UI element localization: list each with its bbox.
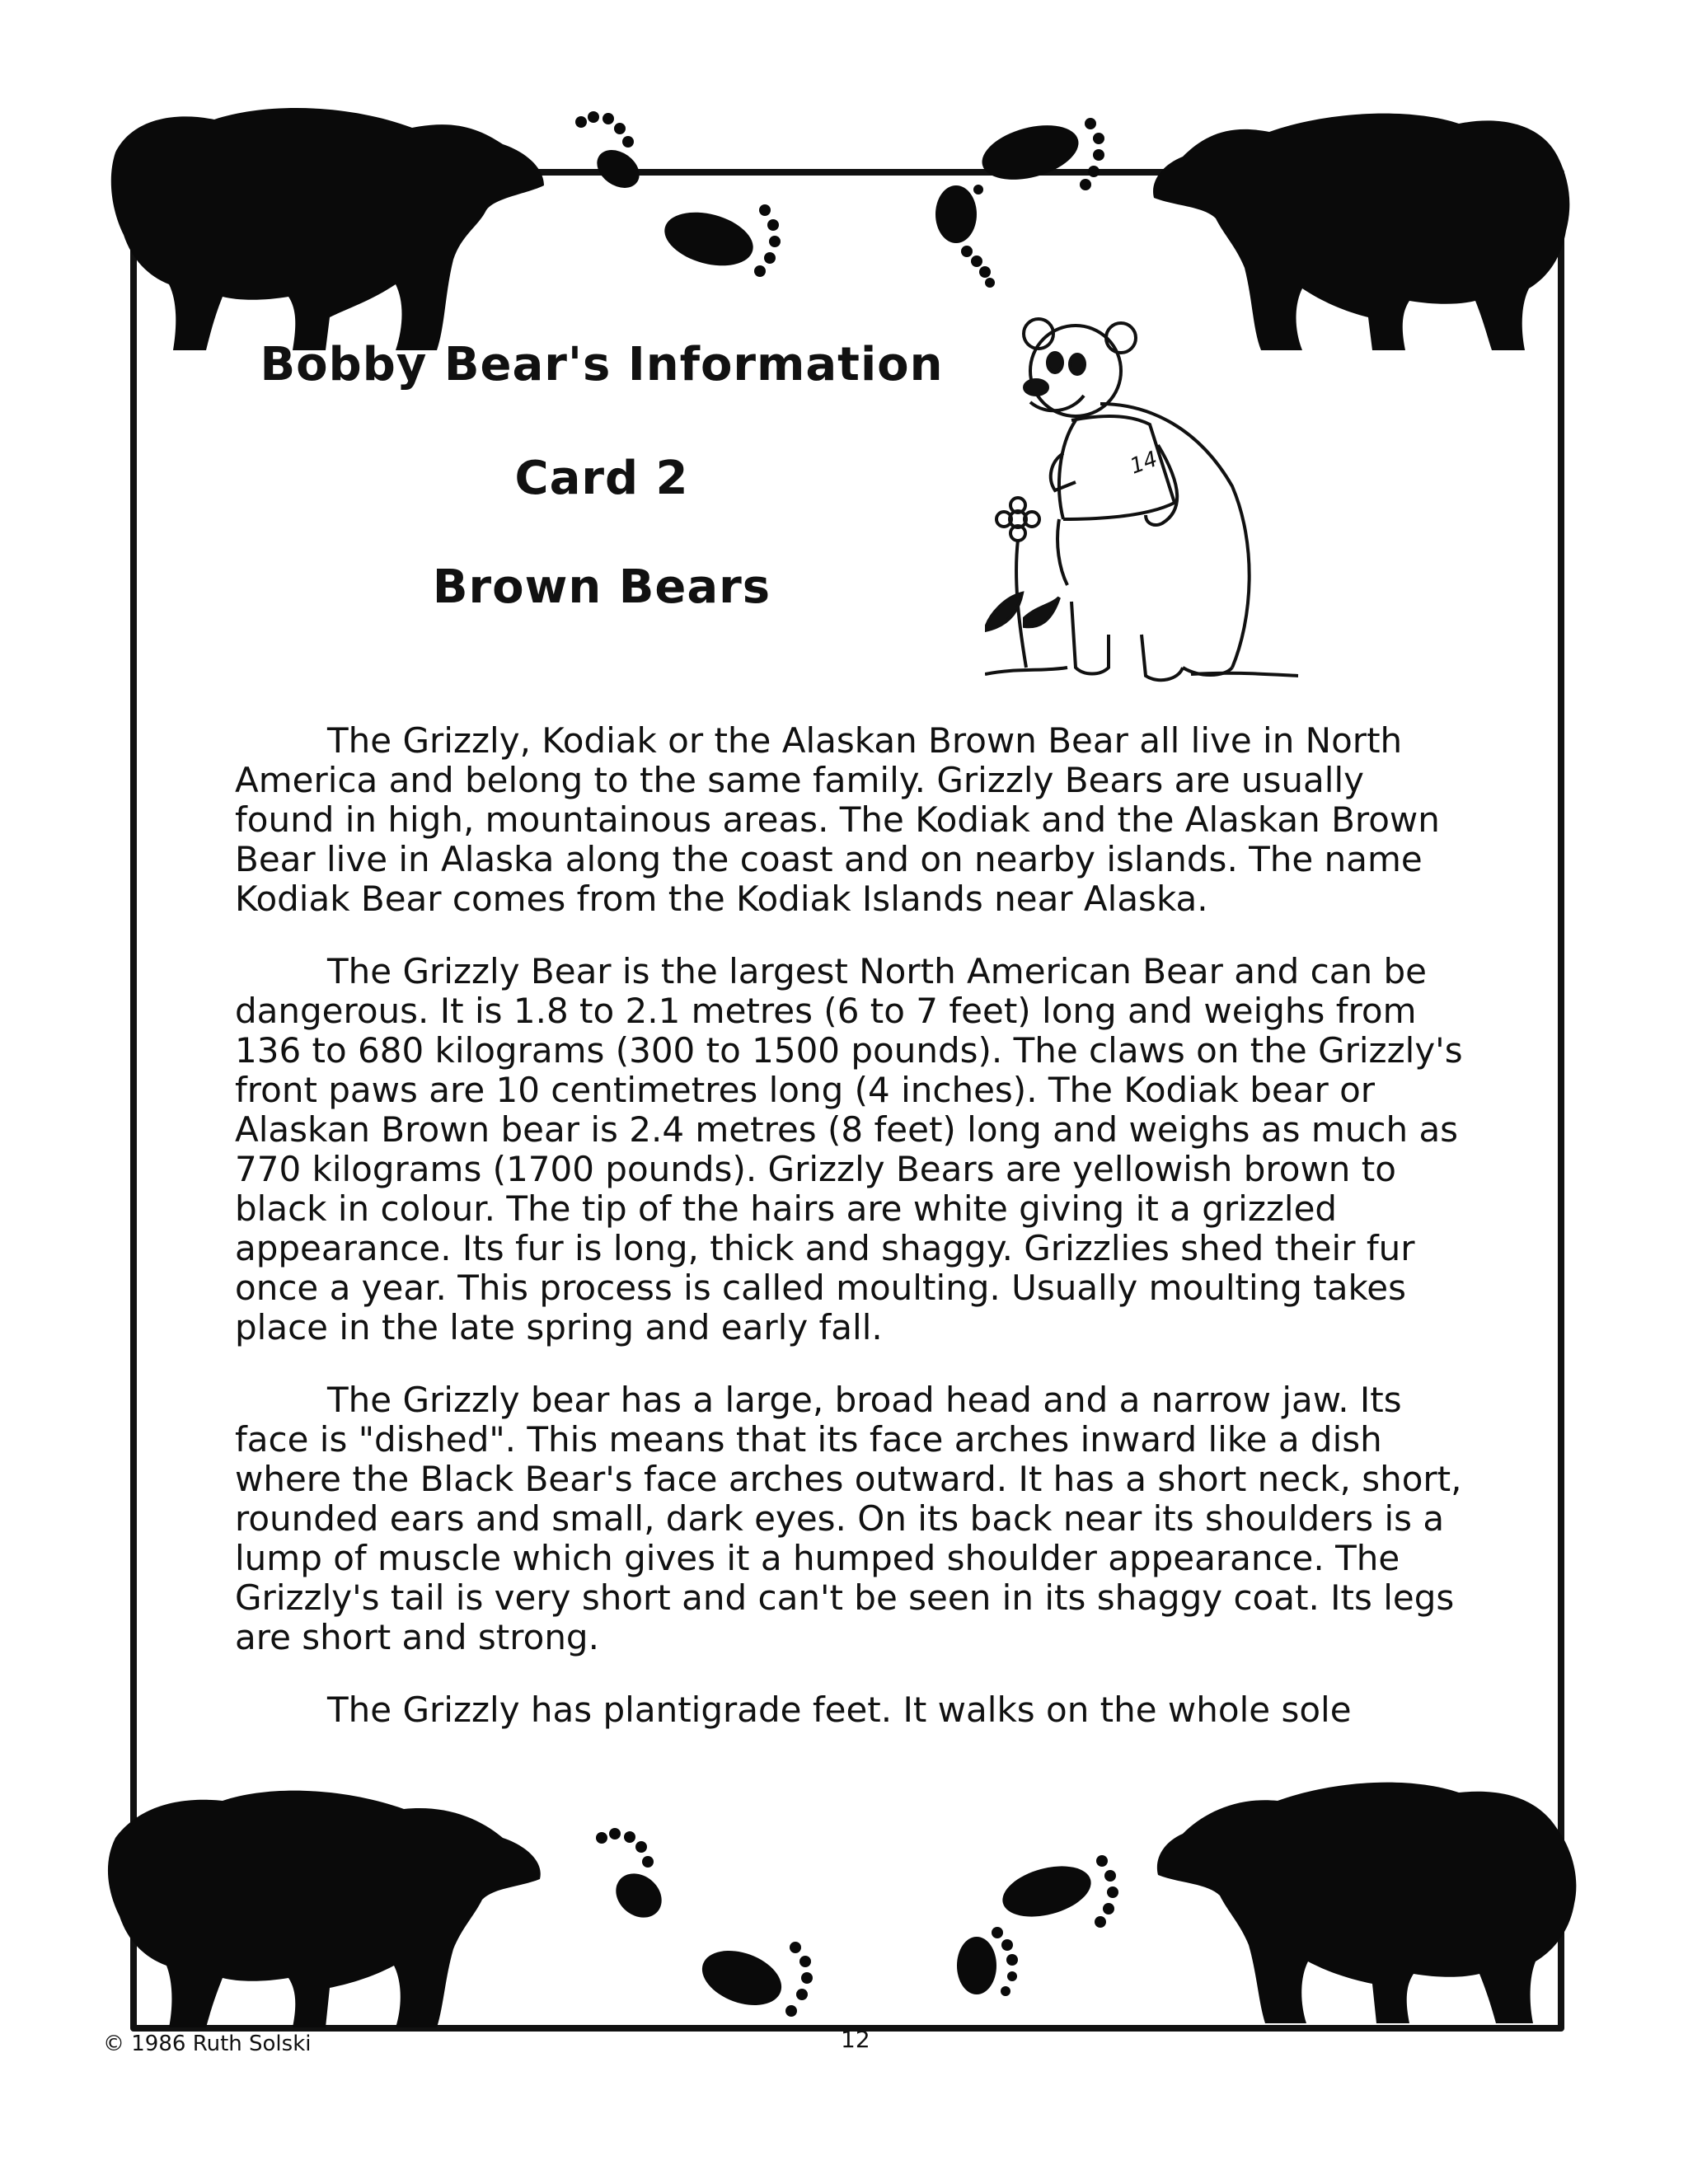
svg-text:14: 14 <box>1127 447 1161 480</box>
paw-print-icon <box>569 107 659 198</box>
card-number: Card 2 <box>514 452 689 505</box>
paw-print-icon <box>696 1933 828 2032</box>
page-number: 12 <box>841 2026 870 2053</box>
bear-silhouette-icon <box>99 95 560 367</box>
paw-print-icon <box>659 194 799 284</box>
section-title: Brown Bears <box>432 560 771 614</box>
paw-print-icon <box>593 1825 684 1933</box>
paragraph: The Grizzly Bear is the largest North American Bear and can be dangerous. It is 1.8 to 2.1 metres (6 to 7 feet) long and weighs from 136 to 680 kilograms (300 to 1500 pounds). The claws on the Grizzly's front paws are 10 centimetres long (4 inches). The Kodiak bear or Alaskan Brown bear is 2.4 metres (8 feet) long and weighs as much as 770 kilograms (1700 pounds). Grizzly Bears are yellowish brown to black in colour. The tip of the hairs are white giving it a grizzled appearance. Its fur is long, thick and shaggy. Grizzlies shed their fur once a year. This process is called moulting. Usually moulting takes place in the late spring and early fall. <box>235 951 1463 1347</box>
paw-print-icon <box>948 1920 1030 2036</box>
bobby-bear-mascot-icon <box>985 305 1315 701</box>
paw-print-icon <box>927 177 1010 293</box>
paragraph: The Grizzly bear has a large, broad head and a narrow jaw. Its face is "dished". This means that its face arches inward like a dish where the Black Bear's face arches outward. It has a short neck, short, rounded ears and small, dark eyes. On its back near its shoulders is a lump of muscle which gives it a humped shoulder appearance. The Grizzly's tail is very short and can't be seen in its shaggy coat. Its legs are short and strong. <box>235 1380 1462 1657</box>
article-body <box>235 721 1471 1763</box>
paragraph: The Grizzly has plantigrade feet. It walks on the whole sole <box>327 1690 1352 1730</box>
bear-silhouette-icon <box>91 1772 552 2036</box>
page-title: Bobby Bear's Information <box>260 338 944 391</box>
bear-silhouette-icon <box>1154 1764 1582 2036</box>
paragraph: The Grizzly, Kodiak or the Alaskan Brown Bear all live in North America and belong to the same family. Grizzly Bears are usually found in high, mountainous areas. The Kodiak and the Alaskan Brown Bear live in Alaska along the coast and on nearby islands. The name Kodiak Bear comes from the Kodiak Islands near Alaska. <box>235 720 1440 919</box>
copyright-notice: © 1986 Ruth Solski <box>103 2032 312 2056</box>
